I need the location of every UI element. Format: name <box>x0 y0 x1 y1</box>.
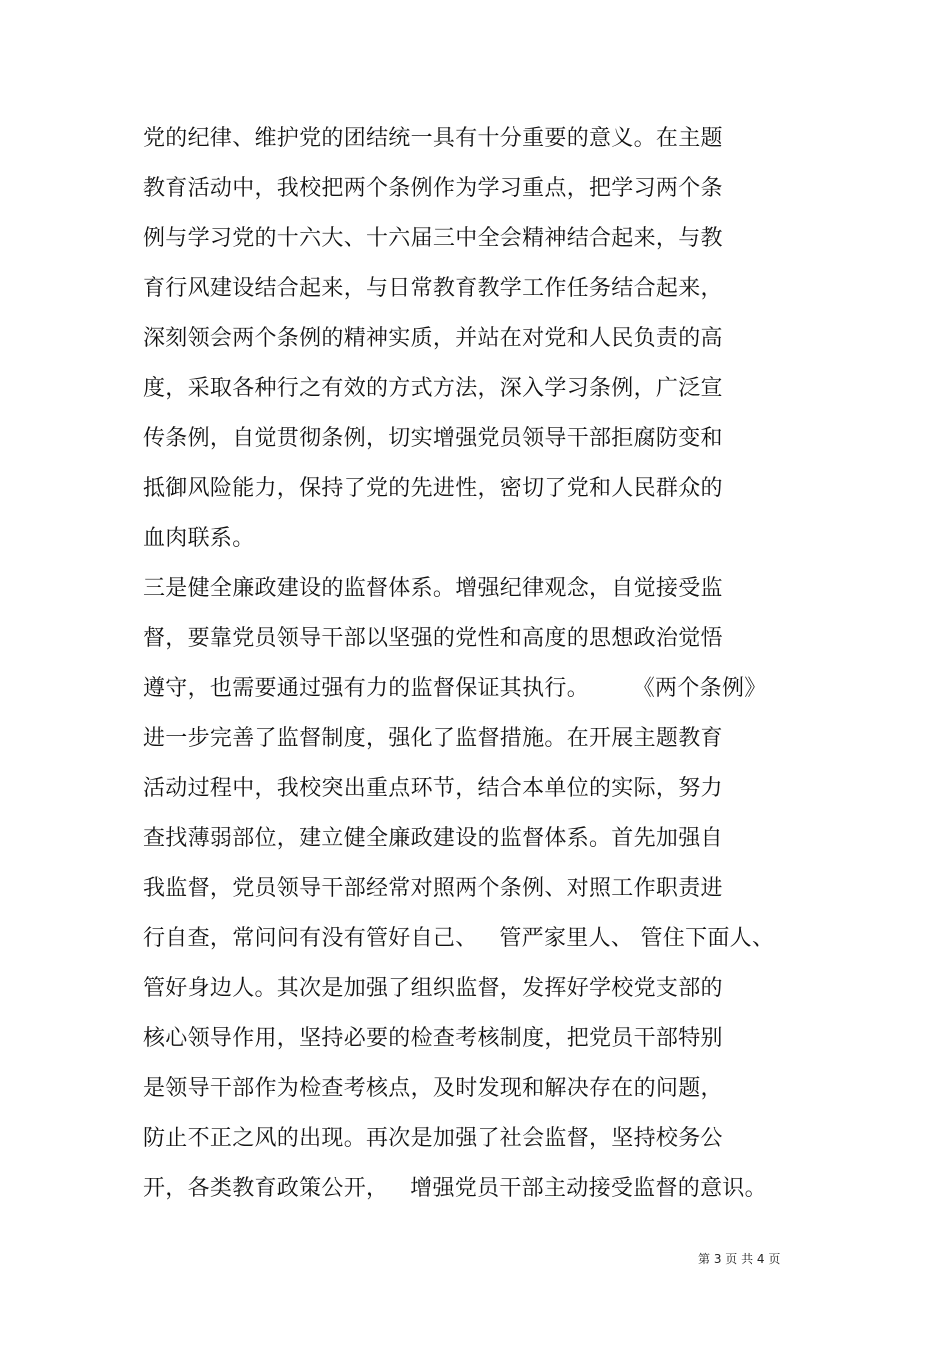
text-line: 深刻领会两个条例的精神实质，并站在对党和人民负责的高 <box>143 326 723 351</box>
text-line: 行自查，常问问有没有管好自己、 管严家里人、 管住下面人、 <box>143 926 775 951</box>
text-line: 遵守，也需要通过强有力的监督保证其执行。 《两个条例》 <box>143 676 767 701</box>
text-line: 教育活动中，我校把两个条例作为学习重点，把学习两个条 <box>143 176 723 201</box>
text-line: 开，各类教育政策公开， 增强党员干部主动接受监督的意识。 <box>143 1176 767 1201</box>
text-line: 我监督，党员领导干部经常对照两个条例、对照工作职责进 <box>143 876 723 901</box>
text-line: 例与学习党的十六大、十六届三中全会精神结合起来，与教 <box>143 226 723 251</box>
text-line: 党的纪律、维护党的团结统一具有十分重要的意义。在主题 <box>143 126 723 151</box>
text-line: 核心领导作用，坚持必要的检查考核制度，把党员干部特别 <box>143 1026 723 1051</box>
text-line: 管好身边人。其次是加强了组织监督，发挥好学校党支部的 <box>143 976 723 1001</box>
page-number-footer: 第 3 页 共 4 页 <box>698 1252 781 1266</box>
text-line: 防止不正之风的出现。再次是加强了社会监督，坚持校务公 <box>143 1126 723 1151</box>
text-line: 进一步完善了监督制度，强化了监督措施。在开展主题教育 <box>143 726 723 751</box>
text-line: 查找薄弱部位，建立健全廉政建设的监督体系。首先加强自 <box>143 826 723 851</box>
text-line: 度，采取各种行之有效的方式方法，深入学习条例，广泛宣 <box>143 376 723 401</box>
text-line: 督，要靠党员领导干部以坚强的党性和高度的思想政治觉悟 <box>143 626 723 651</box>
text-line: 是领导干部作为检查考核点，及时发现和解决存在的问题， <box>143 1076 723 1101</box>
text-line: 血肉联系。 <box>143 526 255 551</box>
text-line: 活动过程中，我校突出重点环节，结合本单位的实际，努力 <box>143 776 723 801</box>
text-line: 抵御风险能力，保持了党的先进性，密切了党和人民群众的 <box>143 476 723 501</box>
text-line: 三是健全廉政建设的监督体系。增强纪律观念，自觉接受监 <box>143 576 723 601</box>
text-line: 育行风建设结合起来，与日常教育教学工作任务结合起来， <box>143 276 723 301</box>
text-line: 传条例，自觉贯彻条例，切实增强党员领导干部拒腐防变和 <box>143 426 723 451</box>
